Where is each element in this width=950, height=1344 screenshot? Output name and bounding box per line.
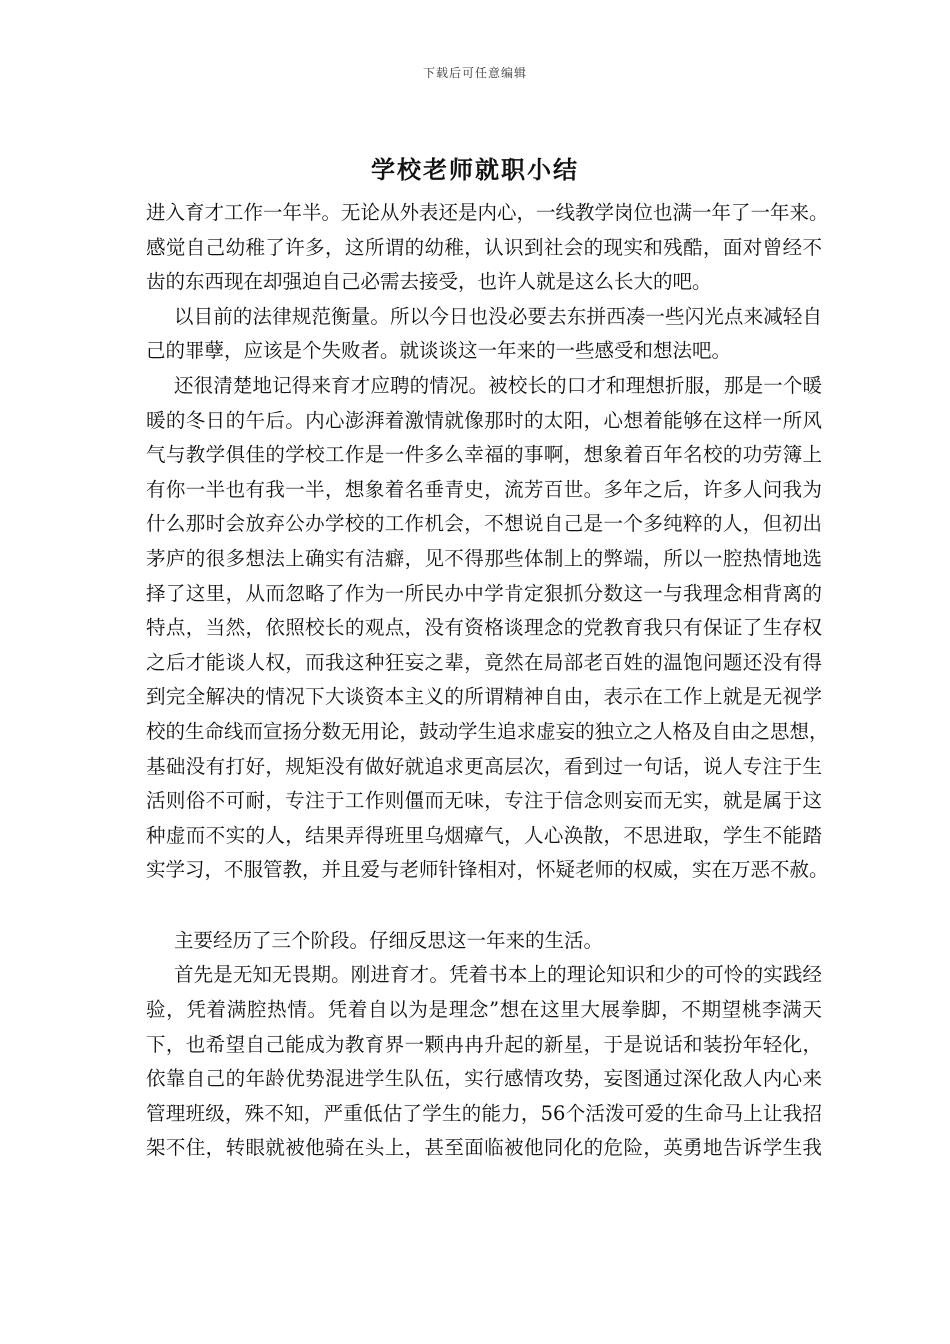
text-line: 有你一半也有我一半，想象着名垂青史，流芳百世。多年之后，许多人问我为 bbox=[146, 477, 822, 501]
text-line: 之后才能谈人权，而我这种狂妄之辈，竟然在局部老百姓的温饱问题还没有得 bbox=[146, 650, 822, 674]
text-line: 种虚而不实的人，结果弄得班里乌烟瘴气，人心涣散，不思进取，学生不能踏 bbox=[146, 823, 822, 847]
text-line: 管理班级，殊不知，严重低估了学生的能力，56个活泼可爱的生命马上让我招 bbox=[146, 1101, 822, 1125]
text-line: 还很清楚地记得来育才应聘的情况。被校长的口才和理想折服，那是一个暖 bbox=[174, 373, 822, 397]
text-line: 特点，当然，依照校长的观点，没有资格谈理念的党教育我只有保证了生存权 bbox=[146, 616, 822, 640]
text-line: 到完全解决的情况下大谈资本主义的所谓精神自由，表示在工作上就是无视学 bbox=[146, 685, 822, 709]
text-line: 什么那时会放弃公办学校的工作机会，不想说自己是一个多纯粹的人，但初出 bbox=[146, 512, 822, 536]
page-header: 下载后可任意编辑 bbox=[422, 66, 527, 80]
text-line: 进入育才工作一年半。无论从外表还是内心，一线教学岗位也满一年了一年来。 bbox=[146, 201, 829, 224]
text-line: 气与教学俱佳的学校工作是一件多么幸福的事啊，想象着百年名校的功劳簿上 bbox=[146, 443, 822, 467]
text-line: 下，也希望自己能成为教育界一颗冉冉升起的新星，于是说话和装扮年轻化， bbox=[146, 1032, 822, 1056]
text-line: 架不住，转眼就被他骑在头上，甚至面临被他同化的危险，英勇地告诉学生我 bbox=[146, 1136, 822, 1160]
text-line: 验，凭着满腔热情。凭着自以为是理念”想在这里大展拳脚，不期望桃李满天 bbox=[146, 998, 822, 1022]
document-title: 学校老师就职小结 bbox=[371, 155, 579, 184]
text-line: 择了这里，从而忽略了作为一所民办中学肯定狠抓分数这一与我理念相背离的 bbox=[146, 581, 822, 605]
text-line: 活则俗不可耐，专注于工作则僵而无味，专注于信念则妄而无实，就是属于这 bbox=[146, 789, 822, 813]
text-line: 感觉自己幼稚了许多，这所谓的幼稚，认识到社会的现实和残酷，面对曾经不 bbox=[146, 235, 822, 259]
text-line: 校的生命线而宣扬分数无用论，鼓动学生追求虚妄的独立之人格及自由之思想， bbox=[146, 719, 829, 743]
document-body bbox=[146, 196, 829, 1166]
text-line: 暖的冬日的午后。内心澎湃着激情就像那时的太阳，心想着能够在这样一所风 bbox=[146, 408, 822, 432]
paragraph-gap bbox=[146, 888, 822, 924]
text-line: 实学习，不服管教，并且爱与老师针锋相对，怀疑老师的权威，实在万恶不赦。 bbox=[146, 858, 829, 882]
text-line: 首先是无知无畏期。刚进育才。凭着书本上的理论知识和少的可怜的实践经 bbox=[174, 963, 822, 987]
text-line: 茅庐的很多想法上确实有洁癖，见不得那些体制上的弊端，所以一腔热情地选 bbox=[146, 546, 822, 570]
text-line: 依靠自己的年龄优势混进学生队伍，实行感情攻势，妄图通过深化敌人内心来 bbox=[146, 1067, 822, 1091]
text-line: 以目前的法律规范衡量。所以今日也没必要去东拼西凑一些闪光点来减轻自 bbox=[174, 304, 822, 328]
text-line: 主要经历了三个阶段。仔细反思这一年来的生活。 bbox=[174, 928, 604, 952]
text-line: 齿的东西现在却强迫自己必需去接受，也许人就是这么长大的吧。 bbox=[146, 270, 712, 294]
text-line: 己的罪孽，应该是个失败者。就谈谈这一年来的一些感受和想法吧。 bbox=[146, 339, 732, 363]
text-line: 基础没有打好，规矩没有做好就追求更高层次，看到过一句话，说人专注于生 bbox=[146, 754, 822, 778]
